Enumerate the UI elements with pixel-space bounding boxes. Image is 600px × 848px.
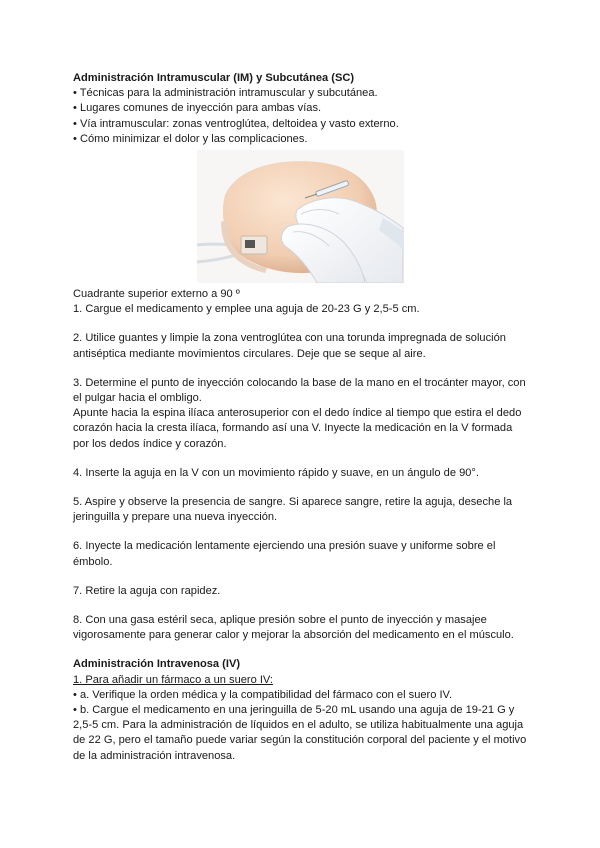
manikin-illustration [197, 150, 404, 283]
step-5: 5. Aspire y observe la presencia de sangre. Si aparece sangre, retire la aguja, deseche la [73, 496, 513, 509]
section-title-iv: Administración Intravenosa (IV) [73, 658, 241, 671]
step-3: 3. Determine el punto de inyección colocando la base de la mano en el trocánter mayor, con [73, 376, 526, 389]
document-page [73, 71, 533, 764]
step-2: 2. Utilice guantes y limpie la zona ventroglútea con una torunda impregnada de solución [73, 332, 506, 345]
figure-caption: Cuadrante superior externo a 90 º [73, 288, 240, 301]
step-1: 1. Cargue el medicamento y emplee una aguja de 20-23 G y 2,5-5 cm. [73, 303, 420, 316]
step-4: 4. Inserte la aguja en la V con un movimiento rápido y suave, en un ángulo de 90°. [73, 466, 479, 479]
step-6: 6. Inyecte la medicación lentamente ejerciendo una presión suave y uniforme sobre el [73, 540, 496, 553]
injection-manikin-image [197, 150, 404, 283]
bullet-item: • Cómo minimizar el dolor y las complicaciones. [73, 132, 308, 145]
bullet-item: • b. Cargue el medicamento en una jeringuilla de 5-20 mL usando una aguja de 19-21 G y [73, 704, 515, 717]
step-7: 7. Retire la aguja con rapidez. [73, 584, 221, 597]
step-3-cont: el pulgar hacia el ombligo. [73, 392, 202, 405]
step-3-cont: corazón hacia la cresta ilíaca, formando así una V. Inyecte la medicación en la V formada [73, 422, 513, 435]
bullet-item: • a. Verifique la orden médica y la compatibilidad del fármaco con el suero IV. [73, 688, 453, 701]
bullet-item-cont: de 22 G, pero el tamaño puede variar según la constitución corporal del paciente y el motivo [73, 734, 527, 747]
bullet-item-cont: 2,5-5 cm. Para la administración de líquidos en el adulto, se utiliza habitualmente una aguja [73, 719, 524, 732]
step-8-cont: vigorosamente para generar calor y mejorar la absorción del medicamento en el músculo. [73, 629, 514, 642]
bullet-item: • Técnicas para la administración intramuscular y subcutánea. [73, 87, 378, 100]
bullet-item: • Vía intramuscular: zonas ventroglútea, deltoidea y vasto externo. [73, 117, 399, 130]
bullet-item-cont: de la administración intravenosa. [73, 749, 236, 762]
bullet-item: • Lugares comunes de inyección para ambas vías. [73, 102, 322, 115]
section-title-im-sc: Administración Intramuscular (IM) y Subcutánea (SC) [73, 72, 355, 84]
step-2-cont: antiséptica mediante movimientos circulares. Deje que se seque al aire. [73, 347, 426, 360]
step-3-cont: Apunte hacia la espina ilíaca anterosuperior con el dedo índice al tiempo que estira el dedo [73, 407, 522, 420]
step-8: 8. Con una gasa estéril seca, aplique presión sobre el punto de inyección y masajee [73, 614, 487, 627]
step-6-cont: émbolo. [73, 555, 113, 568]
step-5-cont: jeringuilla y prepare una nueva inyección. [73, 511, 278, 524]
step-3-cont: por los dedos índice y corazón. [73, 437, 227, 450]
section-subtitle-iv: 1. Para añadir un fármaco a un suero IV: [73, 673, 274, 686]
